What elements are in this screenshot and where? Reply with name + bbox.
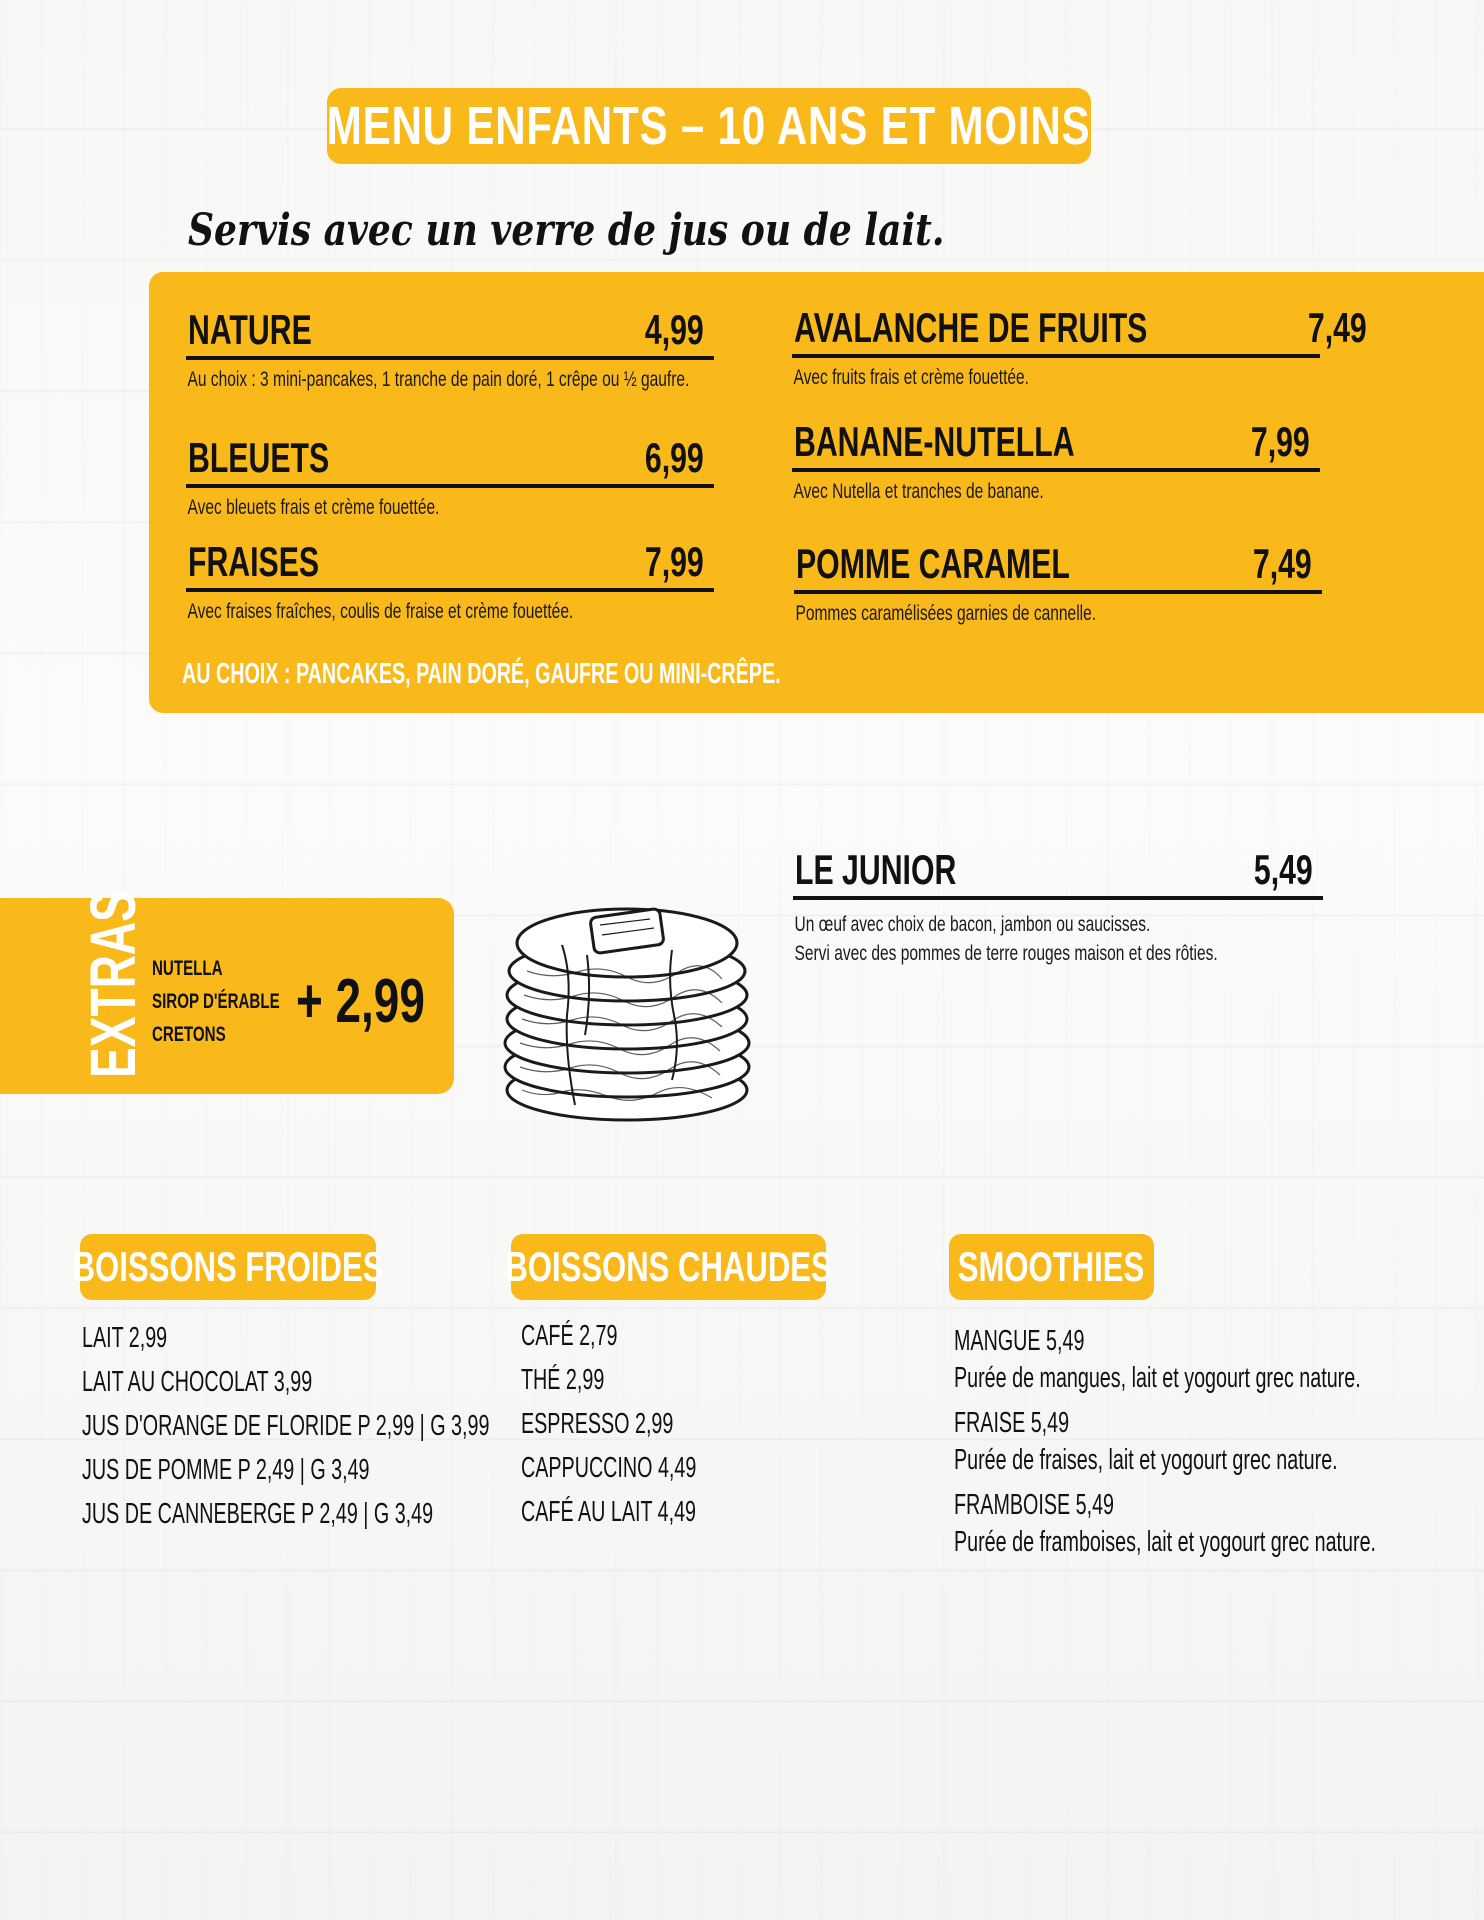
menu-item-name: BANANE-NUTELLA: [794, 418, 1075, 465]
menu-item-description: Avec fruits frais et crème fouettée.: [793, 366, 1029, 389]
list-item: CAFÉ 2,79: [521, 1320, 618, 1352]
menu-item-price: 7,99: [645, 538, 704, 585]
menu-item-nature: [186, 306, 714, 393]
page-title: MENU ENFANTS – 10 ANS ET MOINS: [327, 96, 1091, 156]
list-item: JUS DE POMME P 2,49 | G 3,49: [82, 1454, 370, 1486]
extras-label: EXTRAS: [77, 891, 149, 1078]
extras-item: SIROP D'ÉRABLE: [152, 990, 280, 1013]
menu-item-name: POMME CARAMEL: [796, 540, 1070, 587]
smoothies-title: SMOOTHIES: [958, 1243, 1145, 1290]
menu-item-name: AVALANCHE DE FRUITS: [794, 304, 1148, 351]
menu-item-avalanche-de-fruits: [792, 304, 1367, 391]
list-item: LAIT 2,99: [82, 1322, 168, 1354]
menu-item-header: [186, 306, 714, 360]
list-item: JUS D'ORANGE DE FLORIDE P 2,99 | G 3,99: [82, 1410, 490, 1442]
list-item: CAPPUCCINO 4,49: [521, 1452, 697, 1484]
menu-item-header: [186, 434, 714, 488]
menu-item-name: BLEUETS: [188, 434, 330, 481]
menu-item-description: Au choix : 3 mini-pancakes, 1 tranche de pain doré, 1 crêpe ou ½ gaufre.: [187, 368, 690, 391]
menu-item-bleuets: [186, 434, 714, 521]
menu-item-pomme-caramel: [794, 540, 1322, 627]
menu-item-description: Pommes caramélisées garnies de cannelle.: [795, 602, 1097, 625]
smoothie-name: FRAISE 5,49: [954, 1407, 1070, 1439]
menu-item-description: [793, 910, 1298, 968]
menu-item-name: FRAISES: [188, 538, 320, 585]
menu-item-description: Avec Nutella et tranches de banane.: [793, 480, 1044, 503]
menu-item-price: 5,49: [1254, 846, 1313, 893]
smoothie-description: Purée de mangues, lait et yogourt grec nature.: [954, 1362, 1361, 1394]
menu-item-name: NATURE: [188, 306, 312, 353]
menu-item-header: [792, 418, 1320, 472]
title-banner: [327, 88, 1091, 164]
smoothie-name: MANGUE 5,49: [954, 1325, 1085, 1357]
menu-item-header: [792, 304, 1367, 358]
hot-drinks-header: [505, 1234, 832, 1300]
menu-item-description: Avec bleuets frais et crème fouettée.: [187, 496, 440, 519]
menu-item-description: Avec fraises fraîches, coulis de fraise et crème fouettée.: [187, 600, 574, 623]
smoothies-header: [949, 1234, 1154, 1300]
menu-item-header: [794, 540, 1322, 594]
menu-item-price: 7,49: [1253, 540, 1312, 587]
menu-item-fraises: [186, 538, 714, 625]
junior-desc-line-2: Servi avec des pommes de terre rouges maison et des rôties.: [794, 942, 1218, 965]
menu-item-price: 4,99: [645, 306, 704, 353]
menu-item-name: LE JUNIOR: [795, 846, 957, 893]
menu-item-price: 7,49: [1307, 304, 1367, 351]
extras-price: + 2,99: [296, 967, 425, 1036]
smoothie-description: Purée de fraises, lait et yogourt grec nature.: [954, 1444, 1338, 1476]
list-item: THÉ 2,99: [521, 1364, 605, 1396]
hot-drinks-title: BOISSONS CHAUDES: [505, 1243, 832, 1290]
list-item: [954, 1486, 1484, 1560]
list-item: [954, 1322, 1484, 1396]
list-item: CAFÉ AU LAIT 4,49: [521, 1496, 697, 1528]
smoothie-name: FRAMBOISE 5,49: [954, 1489, 1115, 1521]
smoothies-list: [954, 1322, 1484, 1568]
menu-item-price: 6,99: [645, 434, 704, 481]
choice-note: AU CHOIX : PANCAKES, PAIN DORÉ, GAUFRE OU MINI-CRÊPE.: [182, 658, 781, 690]
menu-item-banane-nutella: [792, 418, 1320, 505]
menu-item-price: 7,99: [1251, 418, 1310, 465]
menu-item-header: [186, 538, 714, 592]
cold-drinks-title: BOISSONS FROIDES: [72, 1243, 384, 1290]
menu-item-le-junior: [793, 846, 1323, 968]
subtitle: Servis avec un verre de jus ou de lait.: [188, 205, 945, 256]
extras-item: CRETONS: [152, 1023, 226, 1046]
cold-drinks-header: [72, 1234, 384, 1300]
list-item: ESPRESSO 2,99: [521, 1408, 674, 1440]
extras-item: NUTELLA: [152, 957, 223, 980]
list-item: JUS DE CANNEBERGE P 2,49 | G 3,49: [82, 1498, 434, 1530]
menu-item-header: [793, 846, 1323, 900]
list-item: [954, 1404, 1484, 1478]
junior-desc-line-1: Un œuf avec choix de bacon, jambon ou saucisses.: [794, 913, 1151, 936]
list-item: LAIT AU CHOCOLAT 3,99: [82, 1366, 313, 1398]
hot-drinks-list: [521, 1314, 779, 1534]
pancake-stack-illustration: [492, 885, 762, 1130]
smoothie-description: Purée de framboises, lait et yogourt grec nature.: [954, 1526, 1377, 1558]
extras-list: [152, 952, 280, 1051]
